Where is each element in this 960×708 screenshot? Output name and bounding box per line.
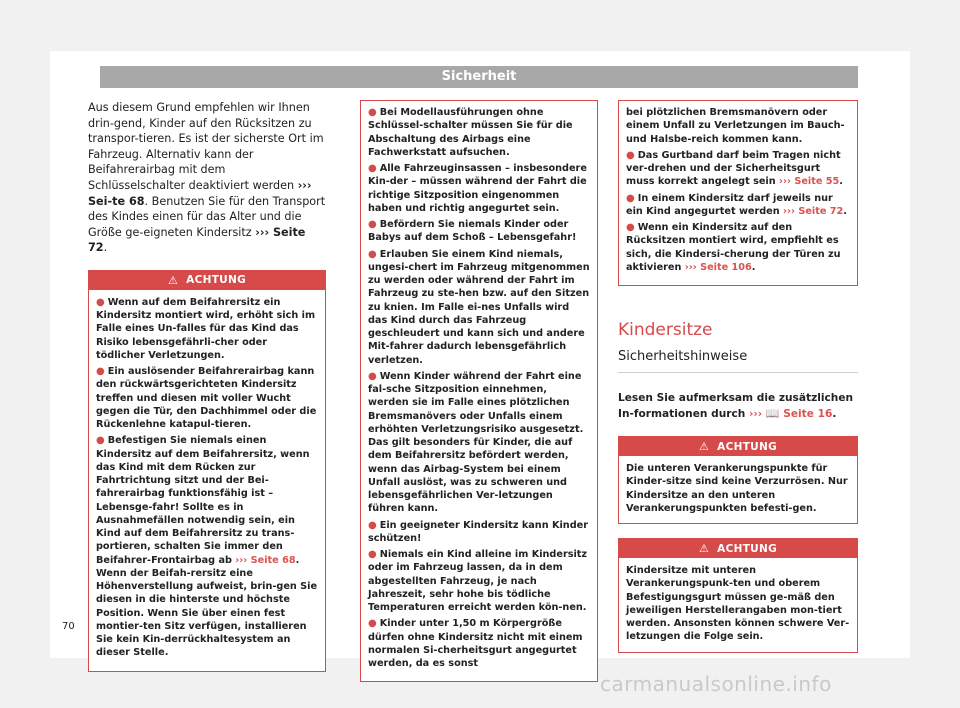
list-item: ● Wenn auf dem Beifahrersitz ein Kindersitz montiert wird, erhöht sich im Falle eines Un-falles für das Kind das Risiko lebensgefährli-cher oder tödlicher Verletzungen. [96, 296, 316, 361]
header-title: Sicherheit [441, 69, 517, 84]
bullet-icon: ● [368, 618, 377, 630]
list-item: ● Kinder unter 1,50 m Körpergröße dürfen ohne Kindersitz nicht mit einem normalen Si-cherheitsgurt angegurtet werden, da es sonst [368, 618, 583, 669]
bullet-icon: ● [96, 296, 105, 308]
bullet-icon: ● [368, 549, 377, 560]
bullet-icon: ● [368, 248, 377, 260]
warning-header: ⚠ ACHTUNG [619, 539, 857, 558]
list-item: ● Ein geeigneter Kindersitz kann Kinder schützen! [368, 519, 588, 544]
warning-box [88, 270, 326, 672]
page-link[interactable]: ››› Seite 68 [235, 554, 296, 566]
bullet-icon: ● [368, 519, 377, 531]
bullet-icon: ● [626, 222, 635, 233]
warning-triangle-icon: ⚠ [699, 440, 710, 453]
warning-box-continued [360, 100, 598, 682]
manual-page [50, 51, 910, 669]
page-link[interactable]: ››› Seite 55 [779, 176, 840, 188]
book-icon: 📖 [765, 407, 780, 420]
section-subtitle: Sicherheitshinweise [618, 348, 858, 373]
page-header [100, 66, 858, 88]
list-item: ● Bei Modellausführungen ohne Schlüssel-schalter müssen Sie für die Abschaltung des Airbags eine Fachwerkstatt aufsuchen. [368, 107, 573, 158]
bullet-icon: ● [368, 370, 377, 382]
bullet-icon: ● [96, 366, 105, 378]
list-item: ● Alle Fahrzeuginsassen – insbesondere Kin-der – müssen während der Fahrt die richtige Sitzposition eingenommen haben und richtig angegurtet sein. [368, 163, 587, 214]
page-link[interactable]: ››› Seite 72 [783, 205, 844, 217]
warning-triangle-icon: ⚠ [168, 273, 179, 287]
continued-text: bei plötzlichen Bremsmanövern oder einem Unfall zu Verletzungen im Bauch- und Halsbe-reich kommen kann. [626, 107, 845, 145]
bullet-icon: ● [626, 192, 635, 204]
page-link[interactable]: ››› Seite 106 [684, 261, 752, 273]
list-item: ● Das Gurtband darf beim Tragen nicht ver-drehen und der Sicherheitsgurt muss korrekt angelegt sein ››› Seite 55. [626, 149, 843, 188]
list-item: ● In einem Kindersitz darf jeweils nur ein Kind angegurtet werden ››› Seite 72. [626, 192, 847, 217]
left-intro: Aus diesem Grund empfehlen wir Ihnen drin-gend, Kinder auf den Rücksitzen zu transpor-tieren. Es ist der sicherste Ort im Fahrzeug. Alternativ kann der Beifahrerairbag mit dem Schlüsselschalter deaktiviert werden ››› Sei-te 68. Benutzen Sie für den Transport des Kindes einen für das Alter und die Größe ge-eigneten Kindersitz ››› Seite 72. [88, 101, 326, 255]
list-item: ● Wenn Kinder während der Fahrt eine fal-sche Sitzposition einnehmen, werden sie im Falle eines plötzlichen Bremsmanövers oder Unfalls einem erhöhten Verletzungsrisiko ausgesetzt. Das gilt besonders für Kinder, die auf dem Beifahrersitz befördert werden, wenn das Airbag-System bei einem Unfall auslöst, was zu schweren und lebensgefährlichen Ver-letzungen führen kann. [368, 370, 584, 515]
list-item: ● Wenn ein Kindersitz auf den Rücksitzen montiert wird, empfiehlt es sich, die Kindersi-cherung der Türen zu aktivieren ››› Seite 106. [626, 222, 841, 273]
warning-text: Die unteren Verankerungspunkte für Kinder-sitze sind keine Verzurrösen. Nur Kindersitze an den unteren Verankerungspunkten befesti-gen. [626, 463, 848, 514]
watermark: carmanualsonline.info [600, 672, 832, 696]
section-intro: Lesen Sie aufmerksam die zusätzlichen In-formationen durch ››› 📖 Seite 16. [618, 392, 854, 420]
bullet-icon: ● [368, 163, 377, 174]
bullet-icon: ● [96, 435, 105, 447]
list-item: ● Niemals ein Kind alleine im Kindersitz oder im Fahrzeug lassen, da in dem abgestellten Fahrzeug, je nach Jahreszeit, sehr hohe bis tödliche Temperaturen erreicht werden kön-nen. [368, 549, 588, 613]
left-column [88, 100, 326, 672]
section-title: Kindersitze [618, 320, 713, 340]
page-number: 70 [62, 621, 75, 632]
section-heading [618, 320, 858, 373]
list-item: ● Befördern Sie niemals Kinder oder Babys auf dem Schoß – Lebensgefahr! [368, 219, 577, 244]
warning-box-continued [618, 100, 858, 286]
warning-header: ⚠ ACHTUNG [619, 437, 857, 456]
warning-header: ⚠ ACHTUNG [89, 271, 325, 290]
page-link[interactable]: ››› Seite 72 [88, 225, 306, 255]
list-item: ● Ein auslösender Beifahrerairbag kann den rückwärtsgerichteten Kindersitz treffen und diesen mit voller Wucht gegen die Tür, den Dachhimmel oder die Rückenlehne katapul-tieren. [96, 366, 317, 431]
warning-box [618, 538, 858, 653]
right-column [618, 100, 858, 653]
page-link[interactable]: ››› Sei-te 68 [88, 178, 312, 208]
bullet-icon: ● [368, 219, 377, 230]
page-link[interactable]: ››› 📖 Seite 16 [748, 407, 833, 420]
warning-triangle-icon: ⚠ [699, 542, 710, 555]
bullet-icon: ● [626, 149, 635, 161]
middle-column [360, 100, 598, 682]
list-item: ● Befestigen Sie niemals einen Kindersitz auf dem Beifahrersitz, wenn das Kind mit dem Rücken zur Fahrtrichtung sitzt und der Bei-fahrerairbag funktionsfähig ist – Lebensge-fahr! Sollte es in Ausnahmefällen notwendig sein, ein Kind auf dem Beifahrersitz zu trans-portieren, schalten Sie immer den Beifahrer-Frontairbag ab ››› Seite 68. Wenn der Beifah-rersitz eine Höhenverstellung aufweist, brin-gen Sie diesen in die hinterste und höchste Position. Wenn Sie über einen fest montier-ten Sitz verfügen, installieren Sie kein Kin-derrückhaltesystem an dieser Stelle. [96, 435, 318, 659]
list-item: ● Erlauben Sie einem Kind niemals, ungesi-chert im Fahrzeug mitgenommen zu werden oder während der Fahrt im Fahrzeug zu ste-hen bzw. auf den Sitzen zu knien. Im Falle ei-nes Unfalls wird das Kind durch das Fahrzeug geschleudert und kann sich und andere Mit-fahrer dadurch lebensgefährlich verletzen. [368, 248, 590, 366]
warning-box [618, 436, 858, 524]
warning-text: Kindersitze mit unteren Verankerungspunk-ten und oberem Befestigungsgurt müssen ge-mäß den jeweiligen Herstellerangaben mon-tiert werden. Ansonsten können schwere Ver-letzungen die Folge sein. [626, 565, 850, 643]
bullet-icon: ● [368, 107, 377, 118]
